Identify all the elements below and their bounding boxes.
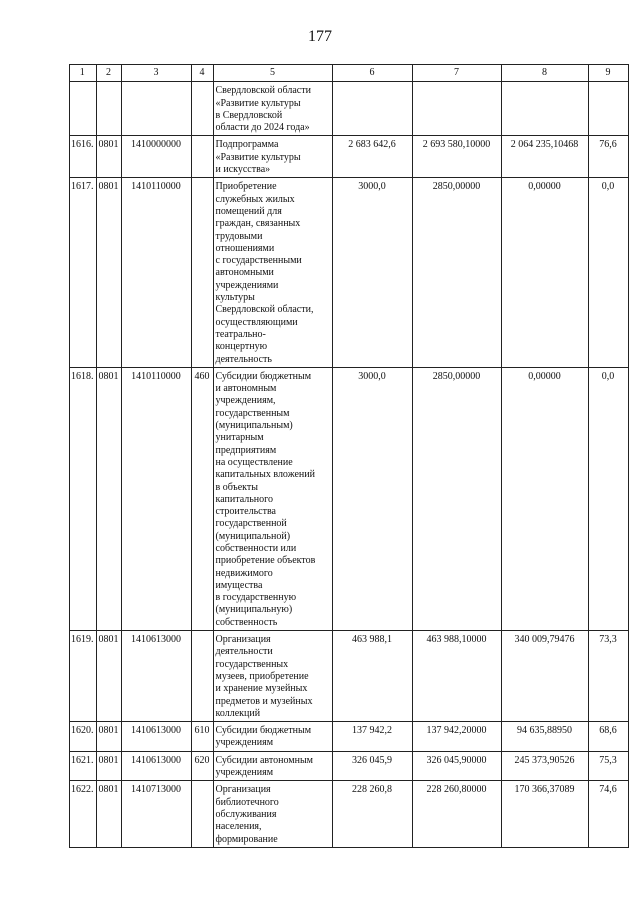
item-name-text: Свердловской области «Развитие культуры в Свердловской области до 2024 года» xyxy=(215,85,311,134)
target-code-cell: 1410110000 xyxy=(121,178,191,367)
header-col-1: 1 xyxy=(70,65,97,82)
target-code-cell: 1410613000 xyxy=(121,722,191,752)
table-row xyxy=(70,367,629,630)
executed-amount-cell: 94 635,88950 xyxy=(501,722,588,752)
revised-amount-cell: 2850,00000 xyxy=(412,178,501,367)
row-number-cell xyxy=(70,82,97,136)
item-name-text: Подпрограмма «Развитие культуры и искусства» xyxy=(215,139,301,176)
percent-cell: 73,3 xyxy=(588,631,628,722)
expense-type-cell xyxy=(191,631,213,722)
executed-amount-cell xyxy=(501,82,588,136)
row-number-cell: 1621. xyxy=(70,751,97,781)
header-col-6: 6 xyxy=(332,65,412,82)
item-name-cell xyxy=(213,781,332,847)
executed-amount-cell: 0,00000 xyxy=(501,367,588,630)
item-name-text: Субсидии бюджетным и автономным учреждениям, государственным (муниципальным) унитарным предприятиям на осуществление капитальных вложений в объекты капитального строительства государственной (муниципальной) собственности или приобретение объектов недвижимого имущества в государственную (муниципальную) собственность xyxy=(215,370,316,628)
table-row xyxy=(70,82,629,136)
plan-amount-cell: 3000,0 xyxy=(332,367,412,630)
expense-type-cell xyxy=(191,781,213,847)
executed-amount-cell: 245 373,90526 xyxy=(501,751,588,781)
item-name-cell xyxy=(213,82,332,136)
expense-type-cell xyxy=(191,178,213,367)
item-name-cell xyxy=(213,751,332,781)
percent-cell: 76,6 xyxy=(588,136,628,178)
executed-amount-cell: 2 064 235,10468 xyxy=(501,136,588,178)
percent-cell: 75,3 xyxy=(588,751,628,781)
page-number: 177 xyxy=(308,28,332,45)
executed-amount-cell: 340 009,79476 xyxy=(501,631,588,722)
table-row xyxy=(70,722,629,752)
plan-amount-cell: 2 683 642,6 xyxy=(332,136,412,178)
plan-amount-cell: 137 942,2 xyxy=(332,722,412,752)
target-code-cell xyxy=(121,82,191,136)
percent-cell: 74,6 xyxy=(588,781,628,847)
expense-type-cell: 460 xyxy=(191,367,213,630)
header-col-4: 4 xyxy=(191,65,213,82)
expense-type-cell xyxy=(191,136,213,178)
row-number-cell: 1618. xyxy=(70,367,97,630)
percent-cell xyxy=(588,82,628,136)
section-code-cell: 0801 xyxy=(96,178,121,367)
item-name-text: Субсидии автономным учреждениям xyxy=(215,754,313,779)
row-number-cell: 1622. xyxy=(70,781,97,847)
plan-amount-cell xyxy=(332,82,412,136)
row-number-cell: 1620. xyxy=(70,722,97,752)
budget-table xyxy=(69,64,629,848)
table-row xyxy=(70,136,629,178)
item-name-text: Субсидии бюджетным учреждениям xyxy=(215,725,312,749)
plan-amount-cell: 463 988,1 xyxy=(332,631,412,722)
target-code-cell: 1410713000 xyxy=(121,781,191,847)
table-row xyxy=(70,631,629,722)
row-number-cell: 1619. xyxy=(70,631,97,722)
item-name-cell xyxy=(213,722,332,752)
target-code-cell: 1410000000 xyxy=(121,136,191,178)
table-row xyxy=(70,751,629,781)
percent-cell: 0,0 xyxy=(588,367,628,630)
revised-amount-cell: 228 260,80000 xyxy=(412,781,501,847)
item-name-cell xyxy=(213,631,332,722)
header-col-7: 7 xyxy=(412,65,501,82)
header-col-2: 2 xyxy=(96,65,121,82)
section-code-cell: 0801 xyxy=(96,367,121,630)
plan-amount-cell: 326 045,9 xyxy=(332,751,412,781)
revised-amount-cell: 326 045,90000 xyxy=(412,751,501,781)
header-col-8: 8 xyxy=(501,65,588,82)
expense-type-cell: 610 xyxy=(191,722,213,752)
section-code-cell xyxy=(96,82,121,136)
revised-amount-cell xyxy=(412,82,501,136)
item-name-cell xyxy=(213,367,332,630)
plan-amount-cell: 228 260,8 xyxy=(332,781,412,847)
section-code-cell: 0801 xyxy=(96,781,121,847)
table-row xyxy=(70,781,629,847)
table-row xyxy=(70,178,629,367)
plan-amount-cell: 3000,0 xyxy=(332,178,412,367)
section-code-cell: 0801 xyxy=(96,136,121,178)
executed-amount-cell: 0,00000 xyxy=(501,178,588,367)
revised-amount-cell: 137 942,20000 xyxy=(412,722,501,752)
revised-amount-cell: 2850,00000 xyxy=(412,367,501,630)
item-name-text: Приобретение служебных жилых помещений для граждан, связанных трудовыми отношениями с государственными автономными учреждениями культуры Свердловской области, осуществляющими театрально- концертную деятельность xyxy=(215,181,314,365)
row-number-cell: 1616. xyxy=(70,136,97,178)
item-name-text: Организация деятельности государственных музеев, приобретение и хранение музейных предметов и музейных коллекций xyxy=(215,634,313,719)
header-col-9: 9 xyxy=(588,65,628,82)
item-name-text: Организация библиотечного обслуживания населения, формирование xyxy=(215,784,279,845)
header-col-3: 3 xyxy=(121,65,191,82)
item-name-cell xyxy=(213,178,332,367)
percent-cell: 68,6 xyxy=(588,722,628,752)
target-code-cell: 1410110000 xyxy=(121,367,191,630)
expense-type-cell xyxy=(191,82,213,136)
row-number-cell: 1617. xyxy=(70,178,97,367)
revised-amount-cell: 463 988,10000 xyxy=(412,631,501,722)
revised-amount-cell: 2 693 580,10000 xyxy=(412,136,501,178)
section-code-cell: 0801 xyxy=(96,722,121,752)
table-header-row xyxy=(70,65,629,82)
executed-amount-cell: 170 366,37089 xyxy=(501,781,588,847)
target-code-cell: 1410613000 xyxy=(121,631,191,722)
item-name-cell xyxy=(213,136,332,178)
expense-type-cell: 620 xyxy=(191,751,213,781)
target-code-cell: 1410613000 xyxy=(121,751,191,781)
section-code-cell: 0801 xyxy=(96,751,121,781)
header-col-5: 5 xyxy=(213,65,332,82)
percent-cell: 0,0 xyxy=(588,178,628,367)
section-code-cell: 0801 xyxy=(96,631,121,722)
